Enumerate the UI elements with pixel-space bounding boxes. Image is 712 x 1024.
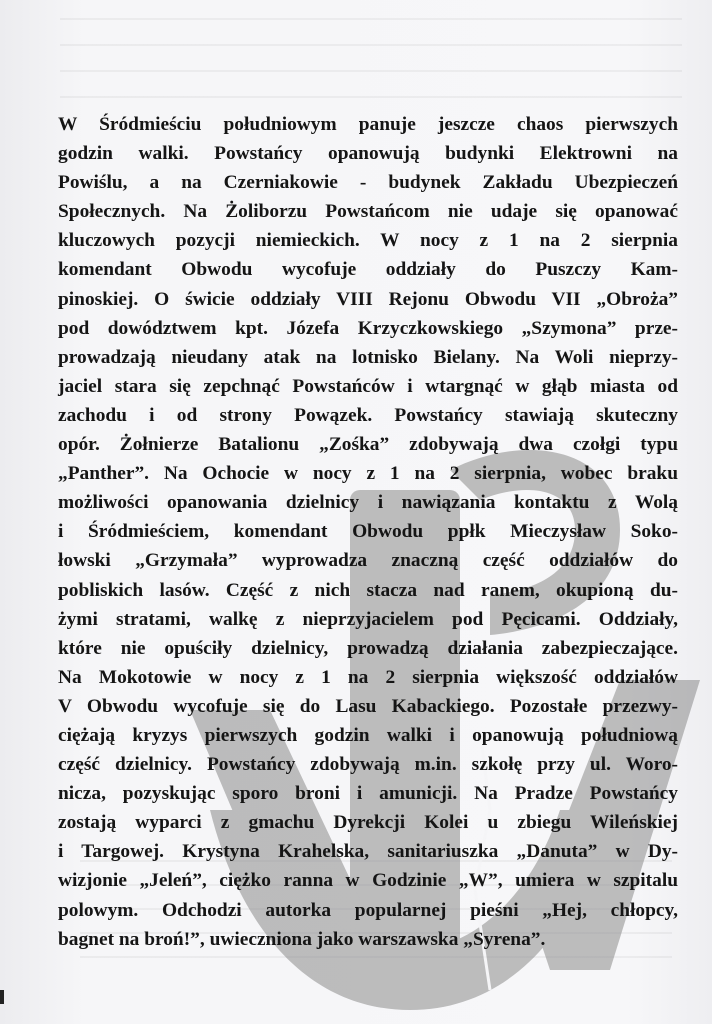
text-line: pobliskich lasów. Część z nich stacza nad ranem, okupioną du- [58,579,678,601]
text-line: część dzielnicy. Powstańcy zdobywają m.in. szkołę przy ul. Woro- [58,754,678,776]
text-line: opór. Żołnierze Batalionu „Zośka” zdobywają dwa czołgi typu [58,434,678,456]
text-line: polowym. Odchodzi autorka popularnej pieśni „Hej, chłopcy, [58,899,678,921]
text-line: W Śródmieściu południowym panuje jeszcze chaos pierwszych [58,114,678,135]
text-line: nicza, pozyskując sporo broni i amunicji. Na Pradze Powstańcy [58,783,678,805]
text-line: Społecznych. Na Żoliborzu Powstańcom nie udaje się opanować [58,201,678,223]
text-line: zostają wyparci z gmachu Dyrekcji Kolei u zbiegu Wileńskiej [58,812,678,834]
body-text [58,110,678,954]
text-line: komendant Obwodu wycofuje oddziały do Puszczy Kam- [58,259,678,281]
text-line: V Obwodu wycofuje się do Lasu Kabackiego. Pozostałe przezwy- [58,695,678,717]
text-line: łowski „Grzymała” wyprowadza znaczną część oddziałów do [58,550,678,572]
text-line: bagnet na broń!”, uwieczniona jako warszawska „Syrena”. [58,928,546,950]
text-line: i Śródmieściem, komendant Obwodu ppłk Mieczysław Soko- [58,521,678,543]
show-through-top [60,18,682,98]
text-line: pod dowództwem kpt. Józefa Krzyczkowskiego „Szymona” prze- [58,317,678,339]
text-line: Na Mokotowie w nocy z 1 na 2 sierpnia większość oddziałów [58,666,678,688]
text-line: zachodu i od strony Powązek. Powstańcy stawiają skuteczny [58,404,678,426]
scan-edge-mark [0,990,4,1004]
text-line: możliwości opanowania dzielnicy i nawiązania kontaktu z Wolą [58,492,678,514]
text-line: pinoskiej. O świcie oddziały VIII Rejonu Obwodu VII „Obroża” [58,288,678,310]
text-line: kluczowych pozycji niemieckich. W nocy z 1 na 2 sierpnia [58,230,678,252]
text-line: wizjonie „Jeleń”, ciężko ranna w Godzinie „W”, umiera w szpitalu [58,870,678,892]
text-line: Powiślu, a na Czerniakowie - budynek Zakładu Ubezpieczeń [58,172,678,194]
text-line: które nie opuściły dzielnicy, prowadzą działania zabezpieczające. [58,637,678,659]
text-line: jaciel stara się zepchnąć Powstańców i wtargnąć w głąb miasta od [58,375,678,397]
text-line: „Panther”. Na Ochocie w nocy z 1 na 2 sierpnia, wobec braku [58,463,678,485]
text-line: ciężają kryzys pierwszych godzin walki i opanowują południową [58,724,678,746]
text-line: żymi stratami, walkę z nieprzyjacielem pod Pęcicami. Oddziały, [58,608,678,630]
text-line: i Targowej. Krystyna Krahelska, sanitariuszka „Danuta” w Dy- [58,841,678,863]
text-line: godzin walki. Powstańcy opanowują budynki Elektrowni na [58,143,678,165]
text-line: prowadzają nieudany atak na lotnisko Bielany. Na Woli nieprzy- [58,346,678,368]
